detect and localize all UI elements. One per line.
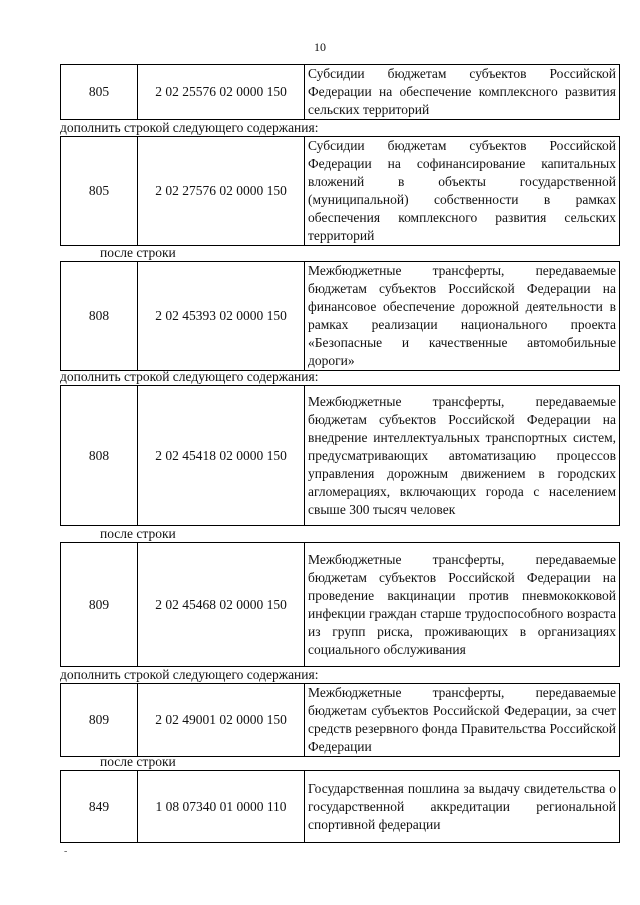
kbk-cell: 2 02 45468 02 0000 150 <box>138 543 305 667</box>
description-cell: Межбюджетные трансферты, передаваемые бюджетам субъектов Российской Федерации, за счет средств резервного фонда Правительства Российской Федерации <box>305 684 620 757</box>
table-row <box>60 770 620 843</box>
code-cell: 808 <box>61 386 138 526</box>
after-row-note: после строки <box>100 526 176 541</box>
table-row <box>60 261 620 371</box>
add-line-note: дополнить строкой следующего содержания: <box>60 369 319 384</box>
add-line-note: дополнить строкой следующего содержания: <box>60 120 319 135</box>
page-number: 10 <box>314 40 326 54</box>
add-line-note: дополнить строкой следующего содержания: <box>60 667 319 682</box>
description-cell: Межбюджетные трансферты, передаваемые бюджетам субъектов Российской Федерации на финансовое обеспечение дорожной деятельности в рамках реализации национального проекта «Безопасные и качественные автомобильные дороги» <box>305 262 620 371</box>
kbk-cell: 2 02 25576 02 0000 150 <box>138 65 305 120</box>
code-cell: 809 <box>61 684 138 757</box>
code-cell: 808 <box>61 262 138 371</box>
description-cell: Государственная пошлина за выдачу свидетельства о государственной аккредитации региональной спортивной федерации <box>305 771 620 843</box>
table-row <box>60 542 620 667</box>
description-cell: Межбюджетные трансферты, передаваемые бюджетам субъектов Российской Федерации на внедрение интеллектуальных транспортных систем, предусматривающих автоматизацию процессов управления дорожным движением в городских агломерациях, включающих города с населением свыше 300 тысяч человек <box>305 386 620 526</box>
table-row <box>60 683 620 757</box>
table-row <box>60 385 620 526</box>
description-cell: Субсидии бюджетам субъектов Российской Федерации на обеспечение комплексного развития сельских территорий <box>305 65 620 120</box>
after-row-note: после строки <box>100 245 176 260</box>
margin-mark: - <box>64 846 68 857</box>
kbk-cell: 2 02 27576 02 0000 150 <box>138 137 305 246</box>
kbk-cell: 2 02 49001 02 0000 150 <box>138 684 305 757</box>
table-row <box>60 64 620 120</box>
description-cell: Межбюджетные трансферты, передаваемые бюджетам субъектов Российской Федерации на проведение вакцинации против пневмококковой инфекции граждан старше трудоспособного возраста из групп риска, проживающих в организациях социального обслуживания <box>305 543 620 667</box>
table-row <box>60 136 620 246</box>
description-cell: Субсидии бюджетам субъектов Российской Федерации на софинансирование капитальных вложений в объекты государственной (муниципальной) собственности в рамках обеспечения комплексного развития сельских территорий <box>305 137 620 246</box>
code-cell: 805 <box>61 137 138 246</box>
after-row-note: после строки <box>100 754 176 769</box>
kbk-cell: 2 02 45418 02 0000 150 <box>138 386 305 526</box>
code-cell: 849 <box>61 771 138 843</box>
kbk-cell: 2 02 45393 02 0000 150 <box>138 262 305 371</box>
code-cell: 809 <box>61 543 138 667</box>
code-cell: 805 <box>61 65 138 120</box>
kbk-cell: 1 08 07340 01 0000 110 <box>138 771 305 843</box>
